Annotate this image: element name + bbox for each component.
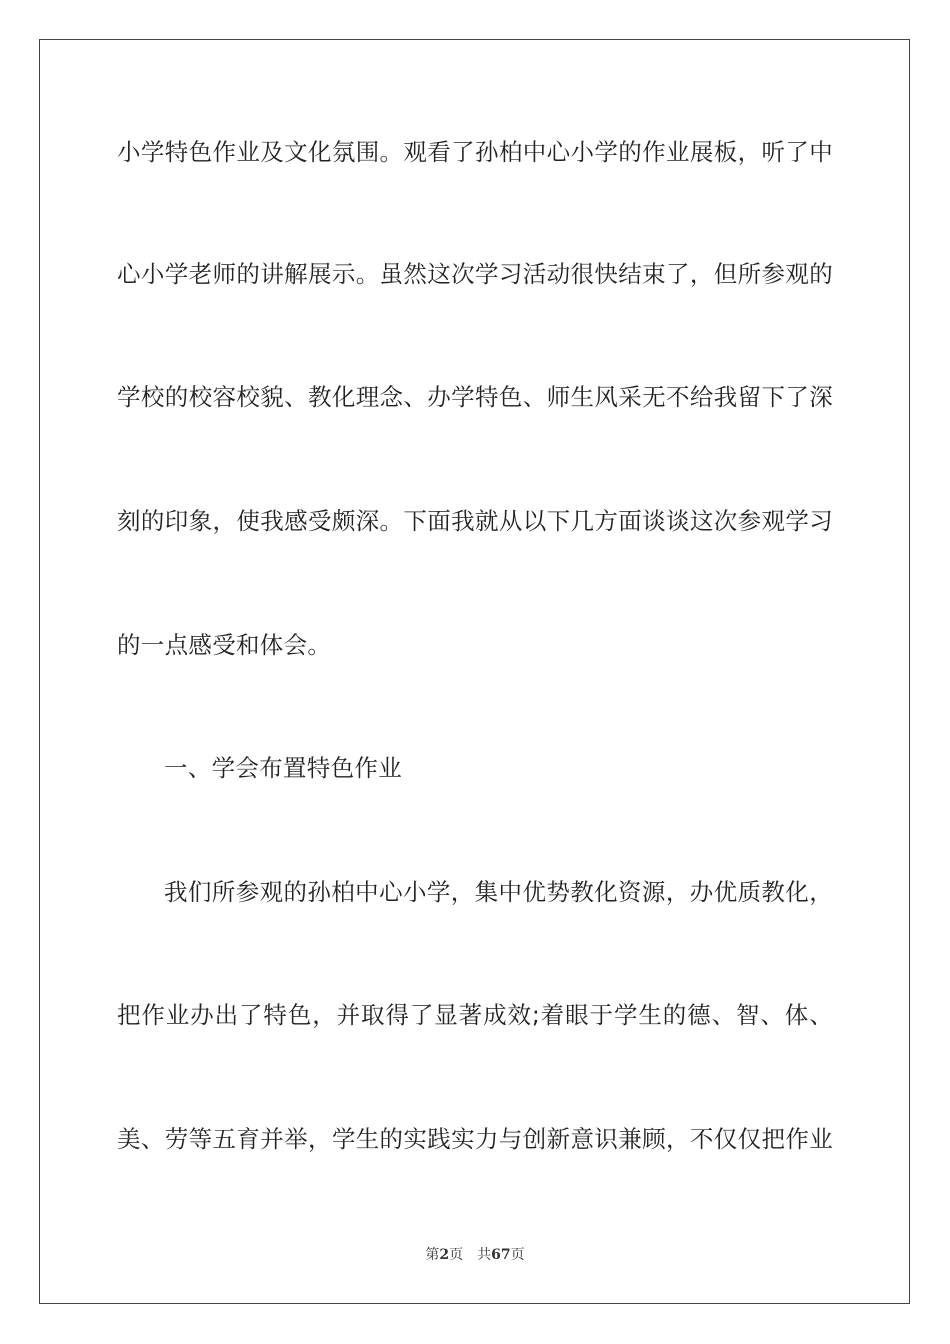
paragraph-line-4: 刻的印象，使我感受颇深。下面我就从以下几方面谈谈这次参观学习 — [117, 507, 833, 535]
total-pages-number: 67 — [491, 1247, 511, 1263]
current-page-number: 2 — [439, 1247, 450, 1263]
page-prefix: 第 — [425, 1247, 440, 1263]
total-suffix: 页 — [510, 1247, 525, 1263]
paragraph-line-8: 美、劳等五育并举，学生的实践实力与创新意识兼顾，不仅仅把作业 — [117, 1125, 833, 1153]
paragraph-line-3: 学校的校容校貌、教化理念、办学特色、师生风采无不给我留下了深 — [117, 383, 833, 411]
paragraph-line-6: 我们所参观的孙柏中心小学，集中优势教化资源，办优质教化， — [164, 878, 833, 906]
page-border — [39, 39, 910, 1304]
page-footer — [0, 1246, 950, 1264]
total-prefix: 共 — [477, 1247, 492, 1263]
paragraph-line-5: 的一点感受和体会。 — [117, 631, 332, 659]
section-heading: 一、学会布置特色作业 — [164, 754, 402, 782]
paragraph-line-1: 小学特色作业及文化氛围。观看了孙柏中心小学的作业展板，听了中 — [117, 138, 833, 166]
page-suffix: 页 — [449, 1247, 464, 1263]
paragraph-line-2: 心小学老师的讲解展示。虽然这次学习活动很快结束了，但所参观的 — [117, 260, 833, 288]
paragraph-line-7: 把作业办出了特色，并取得了显著成效;着眼于学生的德、智、体、 — [117, 1001, 833, 1029]
